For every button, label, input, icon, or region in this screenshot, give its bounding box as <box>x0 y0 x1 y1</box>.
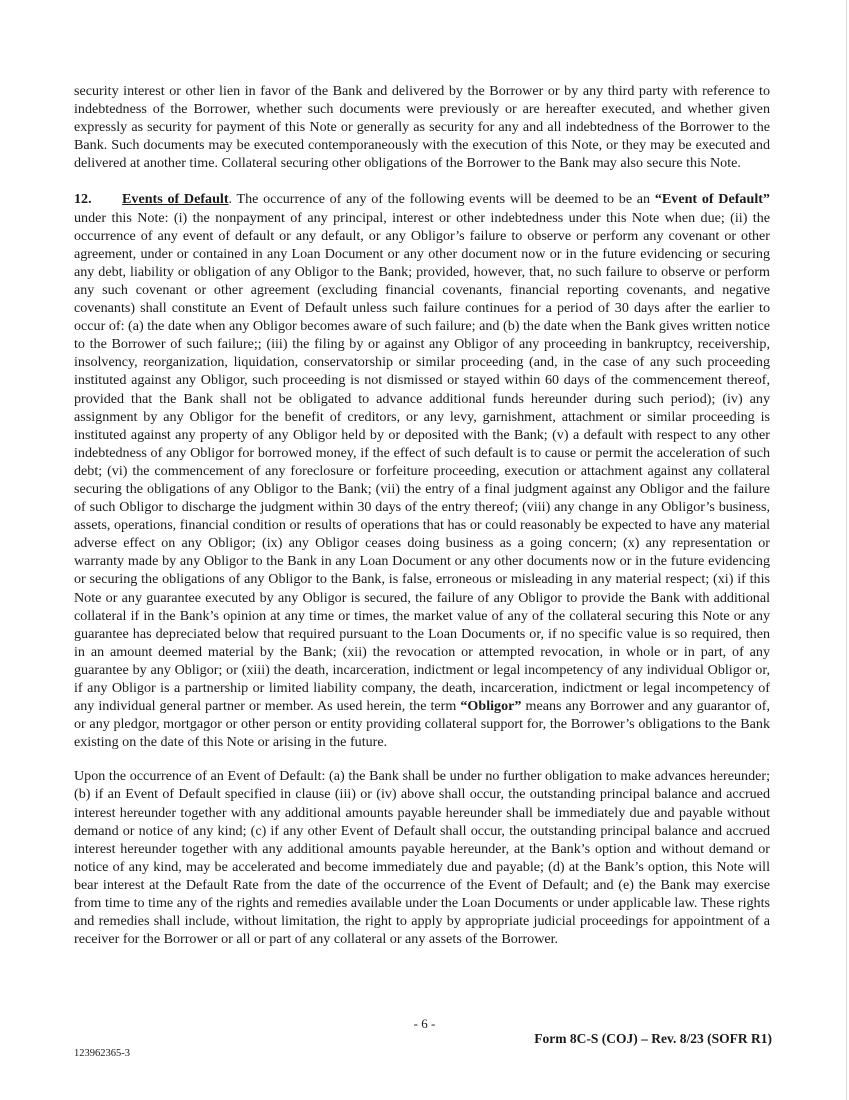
section-12-events-of-default <box>74 190 770 751</box>
section-title: Events of Default <box>122 191 229 208</box>
page-number: - 6 - <box>413 1016 436 1031</box>
term-event-of-default: “Event of Default” <box>654 191 770 208</box>
page-edge-line <box>846 0 847 1100</box>
paragraph-collateral: security interest or other lien in favor of the Bank and delivered by the Borrower or by any third party with reference to indebtedness of the Borrower, whether such documents were previously or are hereafter executed, and whether given expressly as security for payment of this Note or generally as security for any and all indebtedness of the Borrower to the Bank. Such documents may be executed contemporaneously with the execution of this Note, or they may be executed and delivered at another time. Collateral securing other obligations of the Borrower to the Bank may also secure this Note. <box>74 83 770 172</box>
section-number: 12. <box>74 191 92 208</box>
section-intro: . The occurrence of any of the following events will be deemed to be an <box>228 191 655 208</box>
document-id: 123962365-3 <box>74 1048 130 1059</box>
form-identifier: Form 8C-S (COJ) – Rev. 8/23 (SOFR R1) <box>534 1031 772 1046</box>
term-obligor: “Obligor” <box>460 698 522 715</box>
section-body-part-1: under this Note: (i) the nonpayment of any principal, interest or other indebtedness under this Note when due; (ii) the occurrence of any event of default or any default, or any Obligor’s failure to observe or perform any covenant or other agreement, under or contained in any Loan Document or any other document now or in the future evidencing or securing any debt, liability or obligation of any Obligor to the Bank; provided, however, that, no such failure to observe or perform any such covenant or other agreement (excluding financial covenants, financial reporting covenants, and negative covenants) shall constitute an Event of Default unless such failure continues for a period of 30 days after the earlier to occur of: (a) the date when any Obligor becomes aware of such failure; and (b) the date when the Bank gives written notice to the Borrower of such failure;; (iii) the filing by or against any Obligor of any proceeding in bankruptcy, receivership, insolvency, reorganization, liquidation, conservatorship or similar proceeding (and, in the case of any such proceeding instituted against any Obligor, such proceeding is not dismissed or stayed within 60 days of the commencement thereof, provided that the Bank shall not be obligated to advance additional funds hereunder during such period); (iv) any assignment by any Obligor for the benefit of creditors, or any levy, garnishment, attachment or similar proceeding is instituted against any property of any Obligor held by or deposited with the Bank; (v) a default with respect to any other indebtedness of any Obligor for borrowed money, if the effect of such default is to cause or permit the acceleration of such debt; (vi) the commencement of any foreclosure or forfeiture proceeding, execution or attachment against any collateral securing the obligations of any Obligor to the Bank; (vii) the entry of a final judgment against any Obligor and the failure of such Obligor to discharge the judgment within 30 days of the entry thereof; (viii) any change in any Obligor’s business, assets, operations, financial condition or results of operations that has or could reasonably be expected to have any material adverse effect on any Obligor; (ix) any Obligor ceases doing business as a going concern; (x) any representation or warranty made by any Obligor to the Bank in any Loan Document or any other documents now or in the future evidencing or securing the obligations of any Obligor to the Bank, is false, erroneous or misleading in any material respect; (xi) if this Note or any guarantee executed by any Obligor is secured, the failure of any Obligor to provide the Bank with additional collateral if in the Bank’s opinion at any time or times, the market value of any of the collateral securing this Note or any guarantee has depreciated below that required pursuant to the Loan Documents or, if no specific value is so required, then in an amount deemed material by the Bank; (xii) the revocation or attempted revocation, in whole or in part, of any guarantee by any Obligor; or (xiii) the death, incarceration, indictment or legal incompetency of any individual Obligor or, if any Obligor is a partnership or limited liability company, the death, incarceration, indictment or legal incompetency of any individual general partner or member. As used herein, the term <box>74 209 770 715</box>
section-body-part-2: means any Borrower and any guarantor of, or any pledgor, mortgagor or other person or entity providing collateral support for, the Borrower’s obligations to the Bank existing on the date of this Note or arising in the future. <box>74 698 770 751</box>
document-body <box>74 82 770 964</box>
paragraph-remedies: Upon the occurrence of an Event of Default: (a) the Bank shall be under no further obligation to make advances hereunder; (b) if an Event of Default specified in clause (iii) or (iv) above shall occur, the outstanding principal balance and accrued interest hereunder together with any additional amounts payable hereunder shall be immediately due and payable without demand or notice of any kind; (c) if any other Event of Default shall occur, the outstanding principal balance and accrued interest hereunder together with any additional amounts payable hereunder, at the Bank’s option and without demand or notice of any kind, may be accelerated and become immediately due and payable; (d) at the Bank’s option, this Note will bear interest at the Default Rate from the date of the occurrence of the Event of Default; and (e) the Bank may exercise from time to time any of the rights and remedies available under the Loan Documents or under applicable law. These rights and remedies shall include, without limitation, the right to apply by appropriate judicial proceedings for appointment of a receiver for the Borrower or all or part of any collateral or any assets of the Borrower. <box>74 768 770 948</box>
